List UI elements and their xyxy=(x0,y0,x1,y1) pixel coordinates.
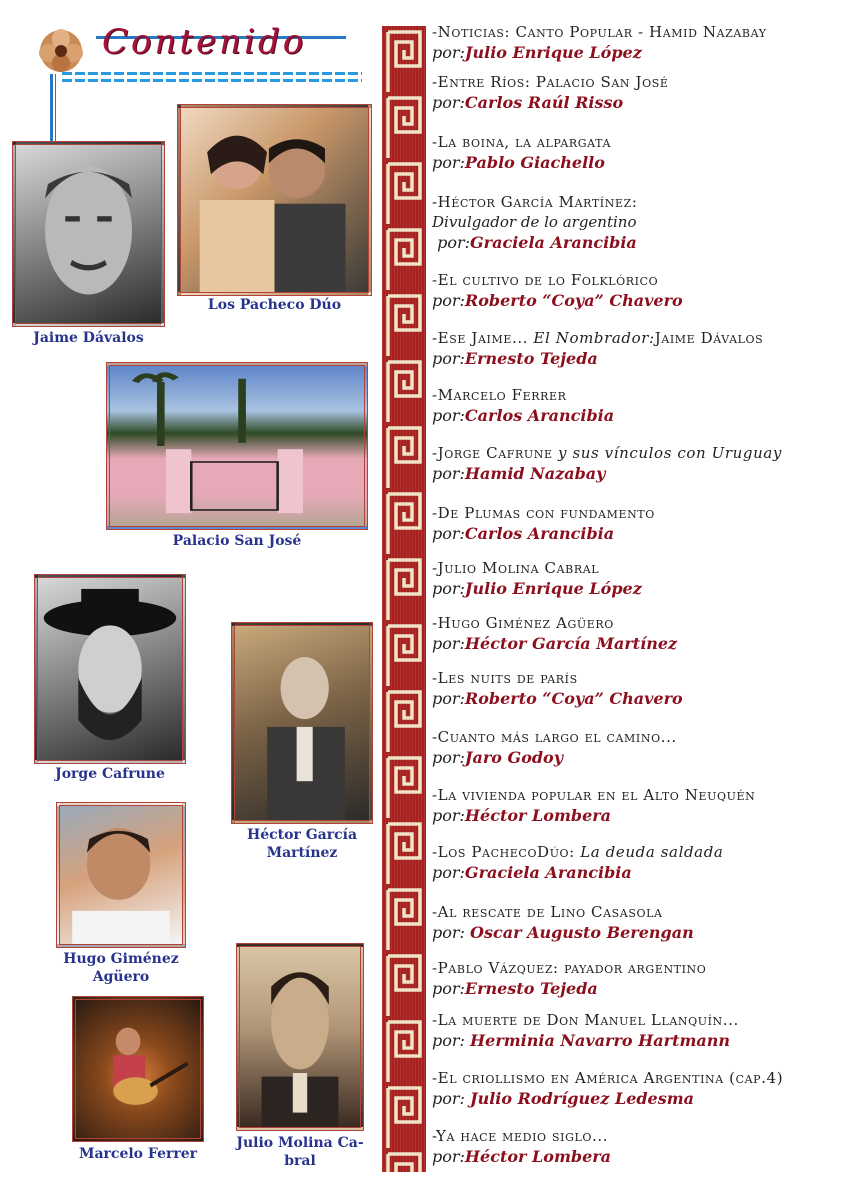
toc-entry xyxy=(432,785,837,827)
toc-entry xyxy=(432,1068,837,1110)
entry-byline: por:Héctor Lombera xyxy=(432,806,612,825)
portrait-photo-icon xyxy=(16,145,161,323)
header-vertical-rule xyxy=(55,74,56,142)
portrait-photo-icon xyxy=(235,626,369,820)
entry-title: -De Plumas con fundamento xyxy=(432,504,655,522)
jaime-davalos-photo xyxy=(12,141,165,327)
marcelo-ferrer-photo xyxy=(72,996,204,1142)
toc-entry xyxy=(432,328,837,370)
page-title: Contenido xyxy=(102,22,307,62)
entry-title: -Entre Ríos: Palacio San José xyxy=(432,73,669,91)
toc-entry xyxy=(432,613,837,655)
entry-byline: por:Julio Enrique López xyxy=(432,43,642,62)
julio-molina-cabral-photo xyxy=(236,943,364,1131)
greek-key-pattern-icon xyxy=(382,26,426,1172)
toc-entry xyxy=(432,443,837,485)
decorative-band xyxy=(382,26,426,1172)
photo-caption: Jorge Cafrune xyxy=(55,766,165,782)
entry-byline: por:Héctor García Martínez xyxy=(432,634,678,653)
entry-title: -El criollismo en América Argentina (cap.4) xyxy=(432,1069,784,1087)
entry-byline: por:Hamid Nazabay xyxy=(432,464,606,483)
toc-entry xyxy=(432,385,837,427)
toc-entry xyxy=(432,192,837,254)
entry-byline: por:Roberto “Coya” Chavero xyxy=(432,291,683,310)
entry-byline: por:Graciela Arancibia xyxy=(437,233,637,252)
dashed-rule xyxy=(62,79,362,82)
entry-byline: por:Carlos Arancibia xyxy=(432,524,615,543)
entry-title: -La muerte de Don Manuel Llanquín... xyxy=(432,1011,739,1029)
entry-title: -Los PachecoDúo: La deuda saldada xyxy=(432,843,724,861)
photo-caption: Jaime Dávalos xyxy=(33,330,144,346)
toc-entry xyxy=(432,558,837,600)
entry-byline: por:Pablo Giachello xyxy=(432,153,605,172)
photo-caption: Palacio San José xyxy=(172,533,302,549)
photo-caption: Héctor García Martínez xyxy=(246,827,358,861)
entry-byline: por:Jaro Godoy xyxy=(432,748,564,767)
toc-entry xyxy=(432,1010,837,1052)
entry-title: -Marcelo Ferrer xyxy=(432,386,567,404)
entry-byline: por:Graciela Arancibia xyxy=(432,863,632,882)
entry-title: -Héctor García Martínez: xyxy=(432,193,638,211)
entry-title: -Ese Jaime... El Nombrador:Jaime Dávalos xyxy=(432,329,764,347)
entry-title: -Julio Molina Cabral xyxy=(432,559,600,577)
entry-title: -Ya hace medio siglo... xyxy=(432,1127,609,1145)
portrait-photo-icon xyxy=(240,947,360,1127)
entry-byline: por:Carlos Raúl Risso xyxy=(432,93,624,112)
entry-title: -Al rescate de Lino Casasola xyxy=(432,903,663,921)
entry-byline: por:Ernesto Tejeda xyxy=(432,349,598,368)
hector-garcia-martinez-photo xyxy=(231,622,373,824)
entry-title: -Pablo Vázquez: payador argentino xyxy=(432,959,707,977)
toc-entry xyxy=(432,270,837,312)
toc-entry xyxy=(432,902,837,944)
toc-entry xyxy=(432,1126,837,1168)
toc-entry xyxy=(432,668,837,710)
photo-caption: Hugo Giménez Agüero xyxy=(63,951,179,985)
toc-entry xyxy=(432,132,837,174)
portrait-photo-icon xyxy=(60,806,182,944)
toc-entry xyxy=(432,503,837,545)
hugo-gimenez-aguero-photo xyxy=(56,802,186,948)
flower-icon xyxy=(38,28,84,74)
photo-caption: Julio Molina Ca- bral xyxy=(236,1135,364,1169)
entry-title: -Cuanto más largo el camino... xyxy=(432,728,677,746)
toc-entry xyxy=(432,727,837,769)
toc-entry xyxy=(432,22,837,64)
entry-title: -La vivienda popular en el Alto Neuquén xyxy=(432,786,756,804)
palacio-san-jose-photo xyxy=(106,362,368,530)
entry-byline: por:Roberto “Coya” Chavero xyxy=(432,689,683,708)
palace-photo-icon xyxy=(110,366,364,526)
duo-photo-icon xyxy=(181,108,368,292)
toc-entry xyxy=(432,72,837,114)
entry-title: -Jorge Cafrune y sus vínculos con Uruguay xyxy=(432,444,782,462)
entry-title: -Les nuits de parís xyxy=(432,669,578,687)
entry-byline: por: Herminia Navarro Hartmann xyxy=(432,1031,731,1050)
entry-byline: por:Ernesto Tejeda xyxy=(432,979,598,998)
portrait-photo-icon xyxy=(38,578,182,760)
entry-byline: por:Carlos Arancibia xyxy=(432,406,615,425)
entry-byline: por: Julio Rodríguez Ledesma xyxy=(432,1089,695,1108)
photo-caption: Marcelo Ferrer xyxy=(78,1146,198,1162)
dashed-rule xyxy=(62,72,362,75)
jorge-cafrune-photo xyxy=(34,574,186,764)
los-pacheco-duo-photo xyxy=(177,104,372,296)
guitarist-photo-icon xyxy=(76,1000,200,1138)
toc-entry xyxy=(432,958,837,1000)
entry-title: -Hugo Giménez Agüero xyxy=(432,614,614,632)
entry-byline: por:Julio Enrique López xyxy=(432,579,642,598)
header-vertical-rule xyxy=(50,74,53,142)
entry-title: -El cultivo de lo Folklórico xyxy=(432,271,659,289)
toc-entry xyxy=(432,842,837,884)
photo-caption: Los Pacheco Dúo xyxy=(207,297,342,313)
entry-subtitle: Divulgador de lo argentino xyxy=(432,213,637,231)
entry-byline: por:Héctor Lombera xyxy=(432,1147,612,1166)
entry-byline: por: Oscar Augusto Berengan xyxy=(432,923,694,942)
entry-title: -Noticias: Canto Popular - Hamid Nazabay xyxy=(432,23,767,41)
entry-title: -La boina, la alpargata xyxy=(432,133,611,151)
